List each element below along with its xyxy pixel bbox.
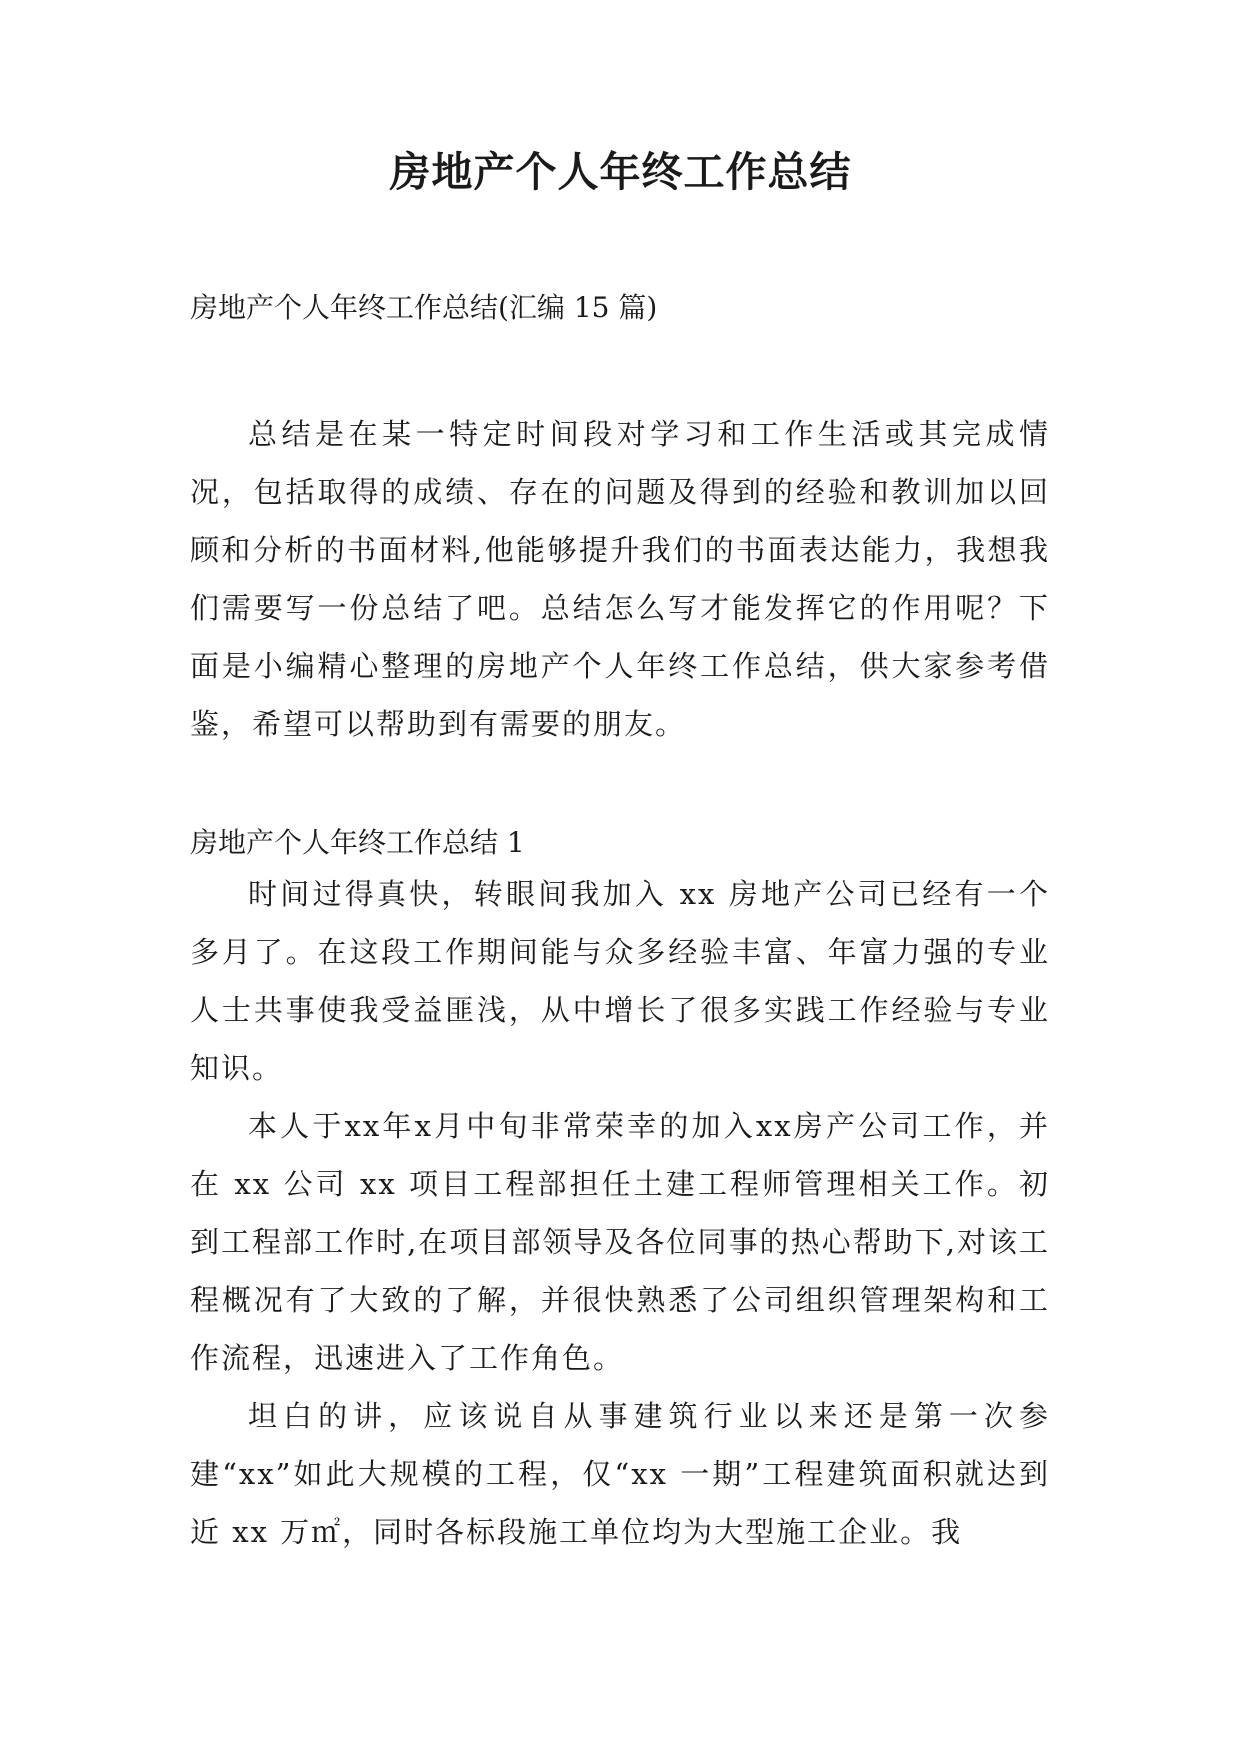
document-subtitle: 房地产个人年终工作总结(汇编 15 篇) (190, 291, 658, 324)
intro-paragraph: 总结是在某一特定时间段对学习和工作生活或其完成情况，包括取得的成绩、存在的问题及得到的经验和教训加以回顾和分析的书面材料,他能够提升我们的书面表达能力，我想我们需要写一份总结了吧。总结怎么写才能发挥它的作用呢？下面是小编精心整理的房地产个人年终工作总结，供大家参考借鉴，希望可以帮助到有需要的朋友。 (190, 417, 1050, 741)
section-1-paragraph-1: 时间过得真快，转眼间我加入 xx 房地产公司已经有一个多月了。在这段工作期间能与众多经验丰富、年富力强的专业人士共事使我受益匪浅，从中增长了很多实践工作经验与专业知识。 (190, 877, 1050, 1085)
document-title: 房地产个人年终工作总结 (389, 148, 852, 196)
section-1-paragraph-3: 坦白的讲，应该说自从事建筑行业以来还是第一次参建“xx”如此大规模的工程，仅“xx 一期”工程建筑面积就达到近 xx 万㎡，同时各标段施工单位均为大型施工企业。我 (190, 1399, 1050, 1549)
section-1-body (190, 865, 1050, 1561)
intro-section (190, 405, 1050, 753)
section-1-heading: 房地产个人年终工作总结 1 (190, 826, 525, 859)
section-1-paragraph-2: 本人于xx年x月中旬非常荣幸的加入xx房产公司工作，并在 xx 公司 xx 项目工程部担任土建工程师管理相关工作。初到工程部工作时,在项目部领导及各位同事的热心帮助下,对该工程概况有了大致的了解，并很快熟悉了公司组织管理架构和工作流程，迅速进入了工作角色。 (190, 1109, 1050, 1375)
